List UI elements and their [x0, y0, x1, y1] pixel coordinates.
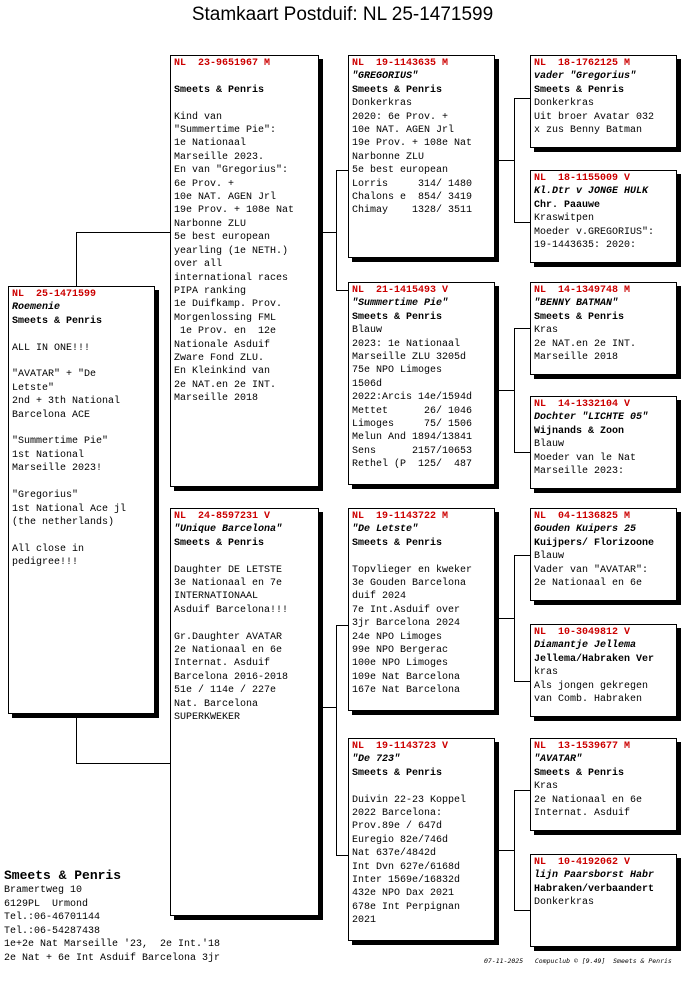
- info-line: (the netherlands): [12, 516, 115, 528]
- page-title: Stamkaart Postduif: NL 25-1471599: [191, 4, 494, 25]
- ring-number: NL 10-4192062 V: [534, 857, 631, 868]
- info-line: Zware Fond ZLU.: [174, 352, 265, 364]
- ring-number: NL 21-1415493 V: [352, 285, 449, 296]
- connector: [496, 390, 514, 391]
- info-line: Blauw: [534, 439, 565, 451]
- info-line: Marseille 2023:: [534, 466, 625, 478]
- connector: [76, 715, 77, 763]
- info-line: PIPA ranking: [174, 285, 247, 297]
- ring-number: NL 18-1155009 V: [534, 173, 631, 184]
- info-line: 167e Nat Barcelona: [352, 685, 461, 697]
- breeder: Jellema/Habraken Ver: [534, 653, 655, 665]
- info-line: Vader van "AVATAR":: [534, 564, 649, 576]
- info-line: 6129PL Urmond: [4, 898, 89, 910]
- info-line: Kras: [534, 781, 559, 793]
- info-line: [12, 476, 151, 489]
- pigeon-name: "AVATAR": [534, 754, 583, 766]
- info-line: 2e Nationaal en 6e: [174, 645, 283, 657]
- info-line: "Gregorius": [12, 490, 79, 502]
- info-line: 19-1443635: 2020:: [534, 240, 637, 252]
- breeder: Smeets & Penris: [534, 767, 625, 779]
- pigeon-name: Roemenie: [12, 302, 61, 314]
- info-line: 1st National: [12, 449, 85, 461]
- info-lines: [352, 550, 491, 697]
- info-line: Chimay 1328/ 3511: [352, 205, 473, 217]
- breeder: Kuijpers/ Florizoone: [534, 537, 655, 549]
- info-line: Internat. Asduif: [534, 808, 631, 820]
- pigeon-name: "Unique Barcelona": [174, 524, 283, 536]
- info-line: Barcelona ACE: [12, 409, 91, 421]
- info-lines: [534, 97, 673, 137]
- info-line: [12, 355, 151, 368]
- connector: [496, 618, 514, 619]
- breeder: Wijnands & Zoon: [534, 425, 625, 437]
- info-line: [352, 780, 491, 793]
- info-line: [352, 550, 491, 563]
- info-line: 5e best european: [174, 232, 271, 244]
- card-father-mother[interactable]: [348, 282, 495, 485]
- info-line: 2022 Barcelona:: [352, 808, 443, 820]
- ring-number: NL 24-8597231 V: [174, 511, 271, 522]
- breeder: Smeets & Penris: [174, 537, 265, 549]
- info-line: 7e Int.Asduif over: [352, 604, 461, 616]
- info-line: Tel.:06-46701144: [4, 912, 101, 924]
- info-line: Marseille 2023!: [12, 463, 103, 475]
- info-line: 2e NAT.en 2e INT.: [534, 338, 637, 350]
- card-mother[interactable]: [170, 508, 319, 916]
- connector: [320, 232, 336, 233]
- ring-number: NL 10-3049812 V: [534, 627, 631, 638]
- connector: [514, 790, 530, 791]
- info-line: 3e Gouden Barcelona: [352, 578, 467, 590]
- card-fff[interactable]: [530, 55, 677, 148]
- info-line: 1st National Ace jl: [12, 503, 127, 515]
- info-line: kras: [534, 667, 559, 679]
- connector: [514, 452, 530, 453]
- card-fmm[interactable]: [530, 396, 677, 489]
- connector: [514, 681, 530, 682]
- pigeon-name: "GREGORIUS": [352, 71, 419, 83]
- card-fmf[interactable]: [530, 282, 677, 375]
- info-line: Inter 1569e/16832d: [352, 875, 461, 887]
- info-line: Letste": [12, 382, 55, 394]
- info-line: Donkerkras: [534, 897, 595, 909]
- info-line: Morgenlossing FML: [174, 312, 277, 324]
- card-ffm[interactable]: [530, 170, 677, 263]
- connector: [320, 707, 336, 708]
- info-lines: [174, 550, 315, 724]
- info-line: Kras: [534, 325, 559, 337]
- info-line: 1e Nationaal: [174, 138, 247, 150]
- info-line: duif 2024: [352, 591, 407, 603]
- info-line: [174, 550, 315, 563]
- owner-info: [4, 868, 220, 966]
- info-line: "AVATAR" + "De: [12, 369, 97, 381]
- info-lines: [12, 328, 151, 569]
- info-line: 24e NPO Limoges: [352, 631, 443, 643]
- info-line: En van "Gregorius":: [174, 165, 289, 177]
- ring-number: NL 23-9651967 M: [174, 58, 271, 69]
- owner-lines: [4, 884, 220, 966]
- connector: [76, 232, 170, 233]
- info-line: 2021: [352, 915, 377, 927]
- connector: [514, 222, 530, 223]
- info-line: Marseille 2018: [174, 393, 259, 405]
- breeder: Chr. Paauwe: [534, 199, 601, 211]
- pigeon-name: Kl.Dtr v JONGE HULK: [534, 186, 649, 198]
- card-mmf[interactable]: [530, 738, 677, 831]
- pigeon-name: lijn Paarsborst Habr: [534, 870, 655, 882]
- info-line: 2e Nationaal en 6e: [534, 794, 643, 806]
- info-line: [12, 529, 151, 542]
- info-line: pedigree!!!: [12, 557, 79, 569]
- connector: [76, 763, 170, 764]
- card-mother-mother[interactable]: [348, 738, 495, 941]
- info-line: van Comb. Habraken: [534, 694, 643, 706]
- info-line: Asduif Barcelona!!!: [174, 604, 289, 616]
- ring-number: NL 13-1539677 M: [534, 741, 631, 752]
- info-line: 3jr Barcelona 2024: [352, 618, 461, 630]
- info-line: Narbonne ZLU: [352, 151, 425, 163]
- info-line: Barcelona 2016-2018: [174, 671, 289, 683]
- info-line: 19e Prov. + 108e Nat: [174, 205, 295, 217]
- connector: [514, 790, 515, 910]
- info-line: [174, 617, 315, 630]
- info-line: Marseille ZLU 3205d: [352, 352, 467, 364]
- pigeon-name: "Summertime Pie": [352, 298, 449, 310]
- info-line: 99e NPO Bergerac: [352, 645, 449, 657]
- info-line: Lorris 314/ 1480: [352, 178, 473, 190]
- ring-number: NL 04-1136825 M: [534, 511, 631, 522]
- info-line: 2023: 1e Nationaal: [352, 338, 461, 350]
- ring-number: NL 19-1143635 M: [352, 58, 449, 69]
- info-line: 2e NAT.en 2e INT.: [174, 379, 277, 391]
- breeder: Smeets & Penris: [12, 315, 103, 327]
- info-line: Bramertweg 10: [4, 885, 83, 896]
- connector: [336, 855, 348, 856]
- info-line: Moeder van le Nat: [534, 452, 637, 464]
- info-line: Donkerkras: [352, 98, 413, 110]
- info-line: x zus Benny Batman: [534, 125, 643, 137]
- ring-number: NL 19-1143723 V: [352, 741, 449, 752]
- breeder: Smeets & Penris: [534, 84, 625, 96]
- info-lines: [534, 780, 673, 820]
- breeder: Smeets & Penris: [352, 537, 443, 549]
- info-line: international races: [174, 272, 289, 284]
- owner-name: Smeets & Penris: [4, 868, 122, 883]
- info-line: 109e Nat Barcelona: [352, 671, 461, 683]
- info-line: 51e / 114e / 227e: [174, 685, 277, 697]
- info-line: Chalons e 854/ 3419: [352, 192, 473, 204]
- info-line: Donkerkras: [534, 98, 595, 110]
- connector: [514, 98, 515, 222]
- info-line: Rethel (P 125/ 487: [352, 459, 473, 471]
- connector: [496, 160, 514, 161]
- connector: [496, 850, 514, 851]
- info-line: 2e Nationaal en 6e: [534, 578, 643, 590]
- info-lines: [352, 324, 491, 471]
- info-line: Gr.Daughter AVATAR: [174, 631, 283, 643]
- info-line: Blauw: [534, 551, 565, 563]
- info-lines: [534, 550, 673, 590]
- info-line: Marseille 2018: [534, 352, 619, 364]
- info-line: Daughter DE LETSTE: [174, 564, 283, 576]
- pigeon-name: vader "Gregorius": [534, 71, 637, 83]
- pigeon-name: Gouden Kuipers 25: [534, 524, 637, 536]
- breeder: Smeets & Penris: [352, 767, 443, 779]
- info-line: Tel.:06-54287438: [4, 925, 101, 937]
- info-line: Blauw: [352, 325, 383, 337]
- card-father-father[interactable]: [348, 55, 495, 258]
- ring-number: NL 14-1349748 M: [534, 285, 631, 296]
- info-lines: [534, 896, 673, 909]
- info-line: 6e Prov. +: [174, 178, 235, 190]
- info-line: 75e NPO Limoges: [352, 365, 443, 377]
- info-line: 1506d: [352, 378, 383, 390]
- info-line: Duivin 22-23 Koppel: [352, 794, 467, 806]
- info-line: 5e best european: [352, 165, 449, 177]
- info-line: 432e NPO Dax 2021: [352, 888, 455, 900]
- connector: [336, 625, 337, 855]
- info-line: Kind van: [174, 111, 223, 123]
- info-line: Sens 2157/10653: [352, 445, 473, 457]
- info-line: Moeder v.GREGORIUS":: [534, 226, 655, 238]
- info-lines: [534, 438, 673, 478]
- info-line: "Summertime Pie": [12, 436, 109, 448]
- info-line: 1e Prov. en 12e: [174, 326, 277, 338]
- breeder: Smeets & Penris: [352, 84, 443, 96]
- info-line: 1e+2e Nat Marseille '23, 2e Int.'18: [4, 939, 221, 951]
- card-mother-father[interactable]: [348, 508, 495, 711]
- info-line: Nat. Barcelona: [174, 698, 259, 710]
- info-line: All close in: [12, 543, 85, 555]
- pigeon-name: Diamantje Jellema: [534, 640, 637, 652]
- info-line: 678e Int Perpignan: [352, 901, 461, 913]
- info-lines: [534, 212, 673, 252]
- pigeon-name: "BENNY BATMAN": [534, 298, 619, 310]
- info-line: Topvlieger en kweker: [352, 564, 473, 576]
- info-lines: [174, 97, 315, 405]
- info-line: Internat. Asduif: [174, 658, 271, 670]
- pigeon-name: "De 723": [352, 754, 401, 766]
- info-line: SUPERKWEKER: [174, 712, 241, 724]
- info-line: INTERNATIONAAL: [174, 591, 259, 603]
- card-father[interactable]: [170, 55, 319, 487]
- info-line: Mettet 26/ 1046: [352, 405, 473, 417]
- info-line: Limoges 75/ 1506: [352, 419, 473, 431]
- card-mmm[interactable]: [530, 854, 677, 947]
- breeder: Smeets & Penris: [534, 311, 625, 323]
- connector: [514, 98, 530, 99]
- info-line: Als jongen gekregen: [534, 680, 649, 692]
- info-line: yearling (1e NETH.): [174, 245, 289, 257]
- info-lines: [352, 97, 491, 218]
- info-line: [174, 97, 315, 110]
- breeder: Smeets & Penris: [352, 311, 443, 323]
- info-line: ALL IN ONE!!!: [12, 342, 91, 354]
- info-line: 1e Duifkamp. Prov.: [174, 299, 283, 311]
- connector: [336, 625, 348, 626]
- info-line: Marseille 2023.: [174, 151, 265, 163]
- card-pigeon[interactable]: [8, 286, 155, 714]
- pigeon-name: "De Letste": [352, 524, 419, 536]
- info-line: "Summertime Pie":: [174, 125, 277, 137]
- info-line: 10e NAT. AGEN Jrl: [352, 125, 455, 137]
- info-line: Melun And 1894/13841: [352, 432, 473, 444]
- info-line: Nationale Asduif: [174, 339, 271, 351]
- info-line: Uit broer Avatar 032: [534, 111, 655, 123]
- breeder: Habraken/verbaandert: [534, 883, 655, 895]
- ring-number: NL 19-1143722 M: [352, 511, 449, 522]
- info-line: Prov.89e / 647d: [352, 821, 443, 833]
- ring-number: NL 14-1332104 V: [534, 399, 631, 410]
- info-line: 2020: 6e Prov. +: [352, 111, 449, 123]
- info-line: Nat 637e/4842d: [352, 848, 437, 860]
- breeder: Smeets & Penris: [174, 84, 265, 96]
- info-line: 100e NPO Limoges: [352, 658, 449, 670]
- info-lines: [534, 324, 673, 364]
- info-lines: [534, 666, 673, 706]
- info-line: Int Dvn 627e/6168d: [352, 861, 461, 873]
- info-line: Euregio 82e/746d: [352, 834, 449, 846]
- info-line: 2e Nat + 6e Int Asduif Barcelona 3jr: [4, 952, 221, 964]
- info-line: [12, 422, 151, 435]
- connector: [514, 910, 530, 911]
- info-line: 10e NAT. AGEN Jrl: [174, 192, 277, 204]
- print-credit: 07-11-2025 Compuclub © [9.49] Smeets & Penris: [484, 957, 672, 965]
- connector: [76, 232, 77, 288]
- connector: [514, 328, 515, 452]
- info-line: 2022:Arcis 14e/1594d: [352, 392, 473, 404]
- info-line: 3e Nationaal en 7e: [174, 578, 283, 590]
- info-line: 2nd + 3th National: [12, 396, 121, 408]
- info-line: 19e Prov. + 108e Nat: [352, 138, 473, 150]
- card-mff[interactable]: [530, 508, 677, 601]
- connector: [514, 328, 530, 329]
- info-lines: [352, 780, 491, 927]
- card-mfm[interactable]: [530, 624, 677, 717]
- info-line: over all: [174, 259, 223, 271]
- ring-number: NL 25-1471599: [12, 289, 97, 300]
- connector: [514, 555, 530, 556]
- info-line: Kraswitpen: [534, 213, 595, 225]
- connector: [514, 555, 515, 681]
- info-line: [12, 328, 151, 341]
- pigeon-name: Dochter "LICHTE 05": [534, 412, 649, 424]
- connector: [336, 290, 348, 291]
- connector: [336, 170, 348, 171]
- info-line: Narbonne ZLU: [174, 218, 247, 230]
- info-line: En Kleinkind van: [174, 366, 271, 378]
- ring-number: NL 18-1762125 M: [534, 58, 631, 69]
- connector: [336, 170, 337, 290]
